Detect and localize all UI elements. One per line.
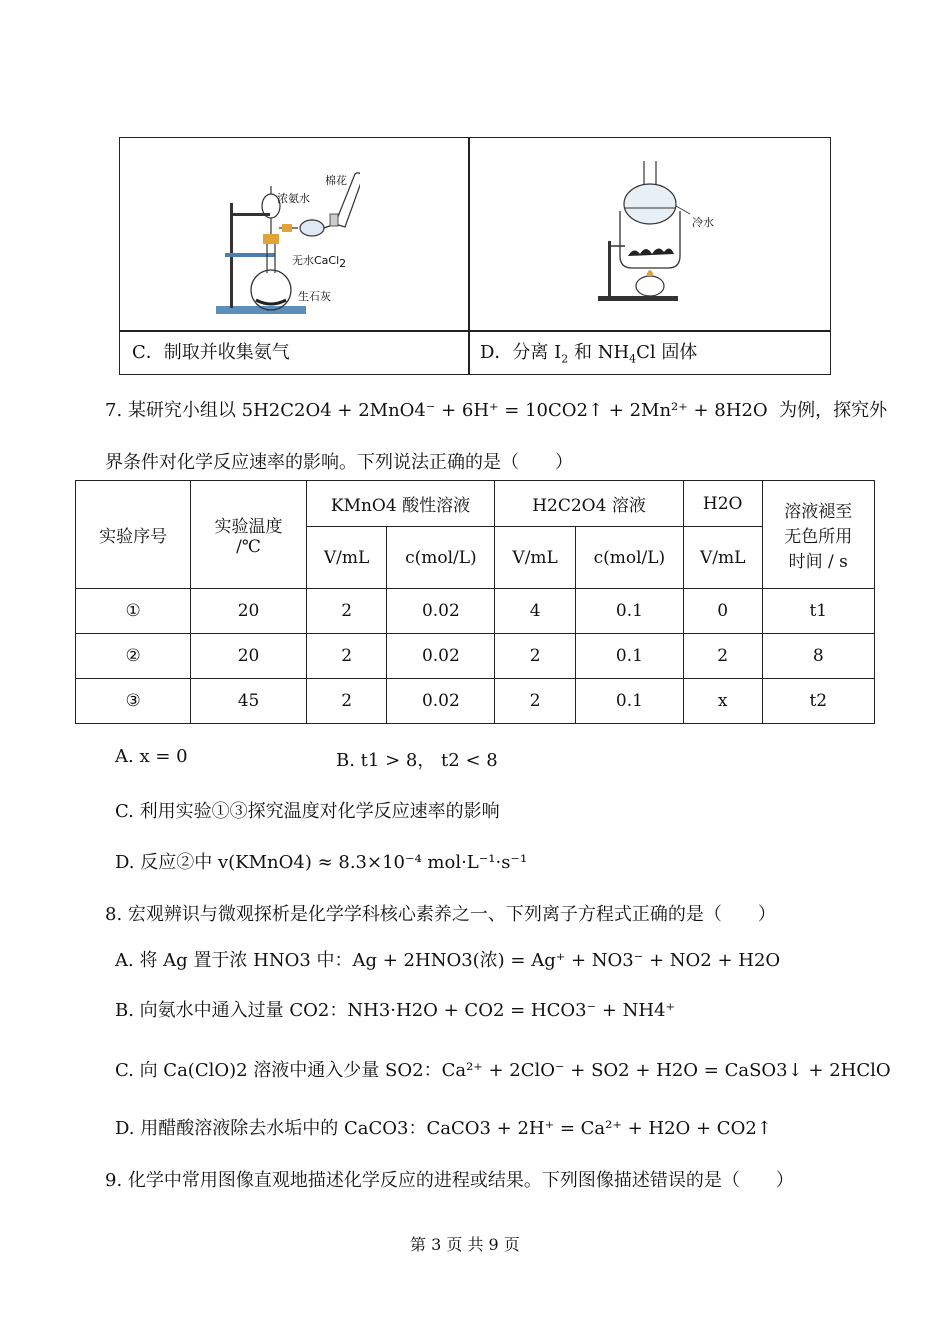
q8-option-d: D. 用醋酸溶液除去水垢中的 CaCO3：CaCO3 + 2H⁺ = Ca²⁺ + H2O + CO2↑	[115, 1118, 772, 1139]
sub-kc: c(mol/L)	[387, 527, 495, 589]
label-ammonia-water: 浓氨水	[277, 192, 310, 205]
q7-option-b: B. t1 > 8， t2 < 8	[336, 750, 498, 771]
header-h2o: H2O	[683, 481, 762, 527]
label-quicklime: 生石灰	[298, 290, 331, 303]
table-row: ② 20 2 0.02 2 0.1 2 8	[76, 634, 875, 679]
header-temp: 实验温度 /℃	[191, 481, 306, 589]
q8-stem: 8. 宏观辨识与微观探析是化学学科核心素养之一、下列离子方程式正确的是（ ）	[105, 904, 776, 925]
q7-stem: 7. 某研究小组以 5H2C2O4 + 2MnO4⁻ + 6H⁺ = 10CO2↑ + 2Mn²⁺ + 8H2O 为例，探究外	[105, 400, 888, 421]
header-kmno4: KMnO4 酸性溶液	[306, 481, 495, 527]
q7-option-c: C. 利用实验①③探究温度对化学反应速率的影响	[115, 801, 500, 822]
apparatus-c-caption: C．制取并收集氨气	[132, 342, 290, 363]
q8-option-b: B. 向氨水中通入过量 CO2：NH3·H2O + CO2 = HCO3⁻ + NH4⁺	[115, 1000, 676, 1021]
experiment-table	[75, 480, 875, 724]
sub-wv: V/mL	[683, 527, 762, 589]
q7-stem-line2: 界条件对化学反应速率的影响。下列说法正确的是（ ）	[105, 452, 573, 473]
label-cotton: 棉花	[325, 174, 347, 187]
q7-option-a: A. x = 0	[115, 746, 188, 767]
apparatus-table	[119, 137, 831, 375]
page-footer: 第 3 页 共 9 页	[410, 1235, 520, 1254]
q8-option-c: C. 向 Ca(ClO)2 溶液中通入少量 SO2：Ca²⁺ + 2ClO⁻ + SO2 + H2O = CaSO3↓ + 2HClO	[115, 1060, 891, 1081]
header-no: 实验序号	[76, 481, 191, 589]
table-row: ③ 45 2 0.02 2 0.1 x t2	[76, 679, 875, 724]
q7-option-d: D. 反应②中 v(KMnO4) ≈ 8.3×10⁻⁴ mol·L⁻¹·s⁻¹	[115, 852, 528, 873]
sub-kv: V/mL	[306, 527, 387, 589]
header-time: 溶液褪至 无色所用 时间 / s	[762, 481, 874, 589]
label-cacl2: 无水CaCl$_2$	[292, 254, 347, 271]
q9-stem: 9. 化学中常用图像直观地描述化学反应的进程或结果。下列图像描述错误的是（ ）	[105, 1170, 794, 1191]
q8-option-a: A. 将 Ag 置于浓 HNO3 中：Ag + 2HNO3(浓) = Ag⁺ + NO3⁻ + NO2 + H2O	[115, 950, 781, 971]
table-row: ① 20 2 0.02 4 0.1 0 t1	[76, 589, 875, 634]
header-h2c2o4: H2C2O4 溶液	[495, 481, 684, 527]
apparatus-d-caption: D．分离 $I_2$ 和 $NH_4Cl$ 固体	[480, 342, 698, 366]
sublimation-apparatus-figure	[590, 156, 720, 311]
sub-hv: V/mL	[495, 527, 576, 589]
label-cold-water: 冷水	[692, 216, 714, 229]
sub-hc: c(mol/L)	[576, 527, 684, 589]
